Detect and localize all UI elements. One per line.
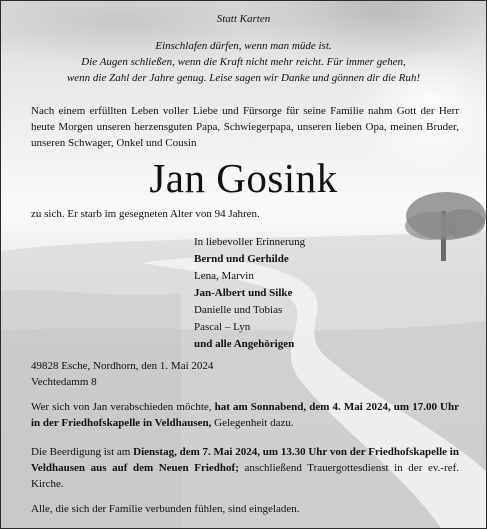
mourner-lena-marvin: Lena, Marvin (194, 270, 254, 282)
statt-karten: Statt Karten (216, 13, 271, 25)
farewell-paragraph (31, 399, 459, 431)
poem-line-1: Einschlafen dürfen, wenn man müde ist. (155, 40, 332, 52)
deceased-name: Jan Gosink (149, 155, 338, 201)
mourner-danielle-tobias: Danielle und Tobias (194, 304, 283, 316)
farewell-text-bold: hat am Sonnabend, dem 4. Mai 2024, um 17.00 Uhr in der Friedhofskapelle in Veldhausen, (31, 401, 460, 429)
closing-line: Alle, die sich der Familie verbunden fühlen, sind eingeladen. (31, 503, 300, 515)
mourners-list (194, 234, 305, 353)
age-line: zu sich. Er starb im gesegneten Alter von 94 Jahren. (31, 208, 260, 220)
funeral-paragraph (31, 444, 459, 492)
mourner-bernd-gerhilde: Bernd und Gerhilde (194, 253, 289, 265)
mourners-intro: In liebevoller Erinnerung (194, 236, 306, 248)
obituary-content (1, 1, 486, 528)
address-line-2: Vechtedamm 8 (31, 376, 97, 388)
mourner-jan-albert-silke: Jan-Albert und Silke (194, 287, 293, 299)
funeral-text-bold: Dienstag, dem 7. Mai 2024, um 13.30 Uhr von der Friedhofskapelle in Veldhausen aus auf dem Neuen Friedhof; (31, 446, 459, 474)
mourner-pascal-lyn: Pascal – Lyn (194, 321, 251, 333)
poem-line-3: wenn die Zahl der Jahre genug. Leise sagen wir Danke und gönnen dir die Ruh! (66, 72, 421, 84)
farewell-text-1: Wer sich von Jan verabschieden möchte, (31, 401, 215, 413)
funeral-text-2: anschließend Trauergottesdienst in der ev.-ref. Kirche. (31, 462, 459, 490)
address-line-1: 49828 Esche, Nordhorn, den 1. Mai 2024 (31, 360, 214, 372)
farewell-text-2: Gelegenheit dazu. (211, 417, 294, 429)
mourner-relatives: und alle Angehörigen (194, 338, 295, 350)
funeral-text-1: Die Beerdigung ist am (31, 446, 134, 458)
intro-paragraph: Nach einem erfüllten Leben voller Liebe und Fürsorge für seine Familie nahm Gott der Herr heute Morgen unseren herzensguten Papa, Schwiegerpapa, unseren lieben Opa, meinen Bruder, unseren Schwager, Onkel und Cousin (31, 105, 459, 149)
address-block (31, 358, 213, 390)
poem-line-2: Die Augen schließen, wenn die Kraft nicht mehr reicht. Für immer gehen, (81, 56, 406, 68)
